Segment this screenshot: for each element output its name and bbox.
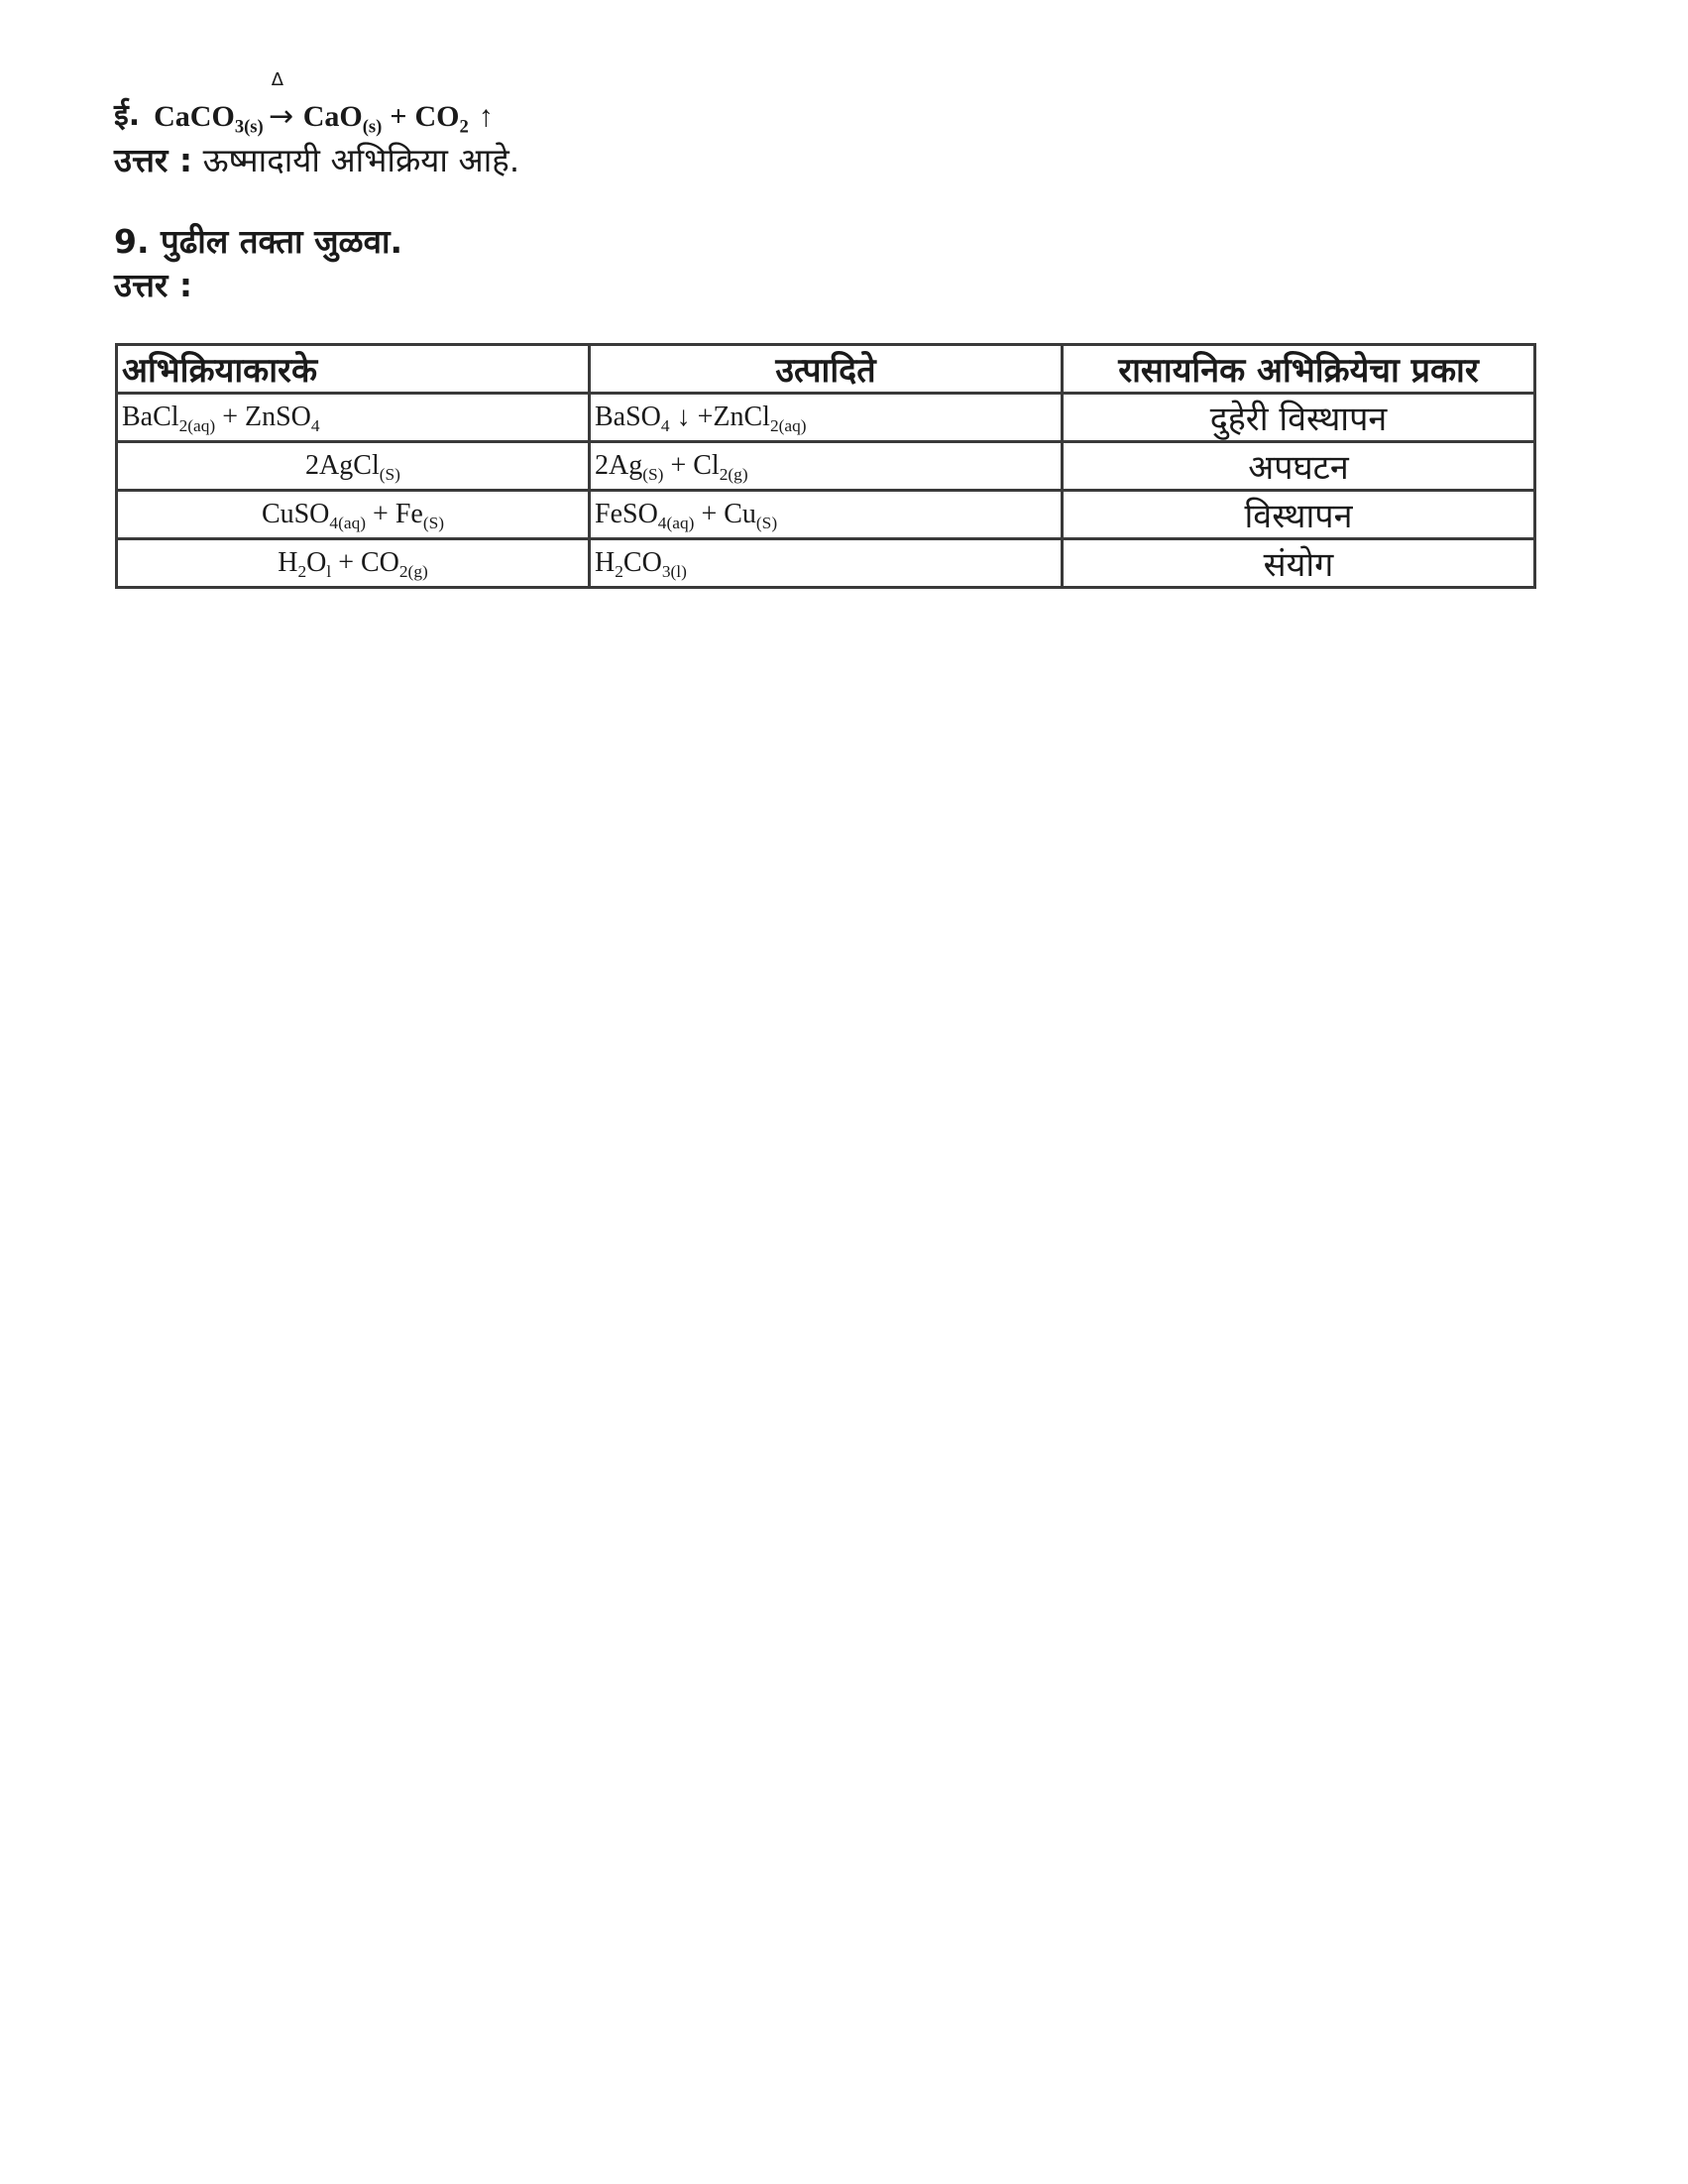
reactants-cell: CuSO$_{4(aq)}$ + $Fe_{(S)}$ [117,491,590,539]
reactants-cell: BaCl$_{2(aq)}$ + ZnSO$_4$ [117,394,590,442]
heat-condition: Δ [271,69,284,90]
gas-evolved-arrow: ↑ [478,100,494,133]
equation-answer [114,137,519,181]
table-row [117,539,1535,588]
header-products: उत्पादिते [590,345,1063,394]
equation-label: ई. [114,98,141,133]
reactants-cell: $H_2O_l + CO_{2(g)}$ [117,539,590,588]
question-title: 9. पुढील तक्ता जुळवा. [114,222,403,261]
equation-reactant: CaCO$_{3(s)}$ [154,100,264,138]
reaction-type-cell: संयोग [1063,539,1535,588]
products-cell: FeSO$_{4(aq)}$ + $Cu_{(S)}$ [590,491,1063,539]
reactants-cell: 2AgCl$_{(S)}$ [117,442,590,491]
products-cell: BaSO$_4$ ↓ +ZnCl$_{2(aq)}$ [590,394,1063,442]
equation-line [114,69,494,138]
reaction-arrow: Δ → [269,69,294,134]
answer-text: ऊष्मादायी अभिक्रिया आहे. [202,141,520,179]
equation-plus: + [390,100,407,133]
table-header-row [117,345,1535,394]
equation-product-1: CaO$_{(s)}$ [302,100,383,138]
equation-product-2: $CO_2$ [414,100,469,138]
products-cell: $2Ag_{(S)} + Cl_{2(g)}$ [590,442,1063,491]
table-row [117,394,1535,442]
answer-label: उत्तर : [114,141,193,179]
reaction-type-cell: विस्थापन [1063,491,1535,539]
products-cell: $H_2CO_{3(l)}$ [590,539,1063,588]
table-row [117,491,1535,539]
header-reactants: अभिक्रियाकारके [117,345,590,394]
question-answer-label: उत्तर : [114,266,193,304]
reaction-table [115,343,1536,589]
header-reaction-type: रासायनिक अभिक्रियेचा प्रकार [1063,345,1535,394]
table-row [117,442,1535,491]
reaction-type-cell: दुहेरी विस्थापन [1063,394,1535,442]
reaction-type-cell: अपघटन [1063,442,1535,491]
